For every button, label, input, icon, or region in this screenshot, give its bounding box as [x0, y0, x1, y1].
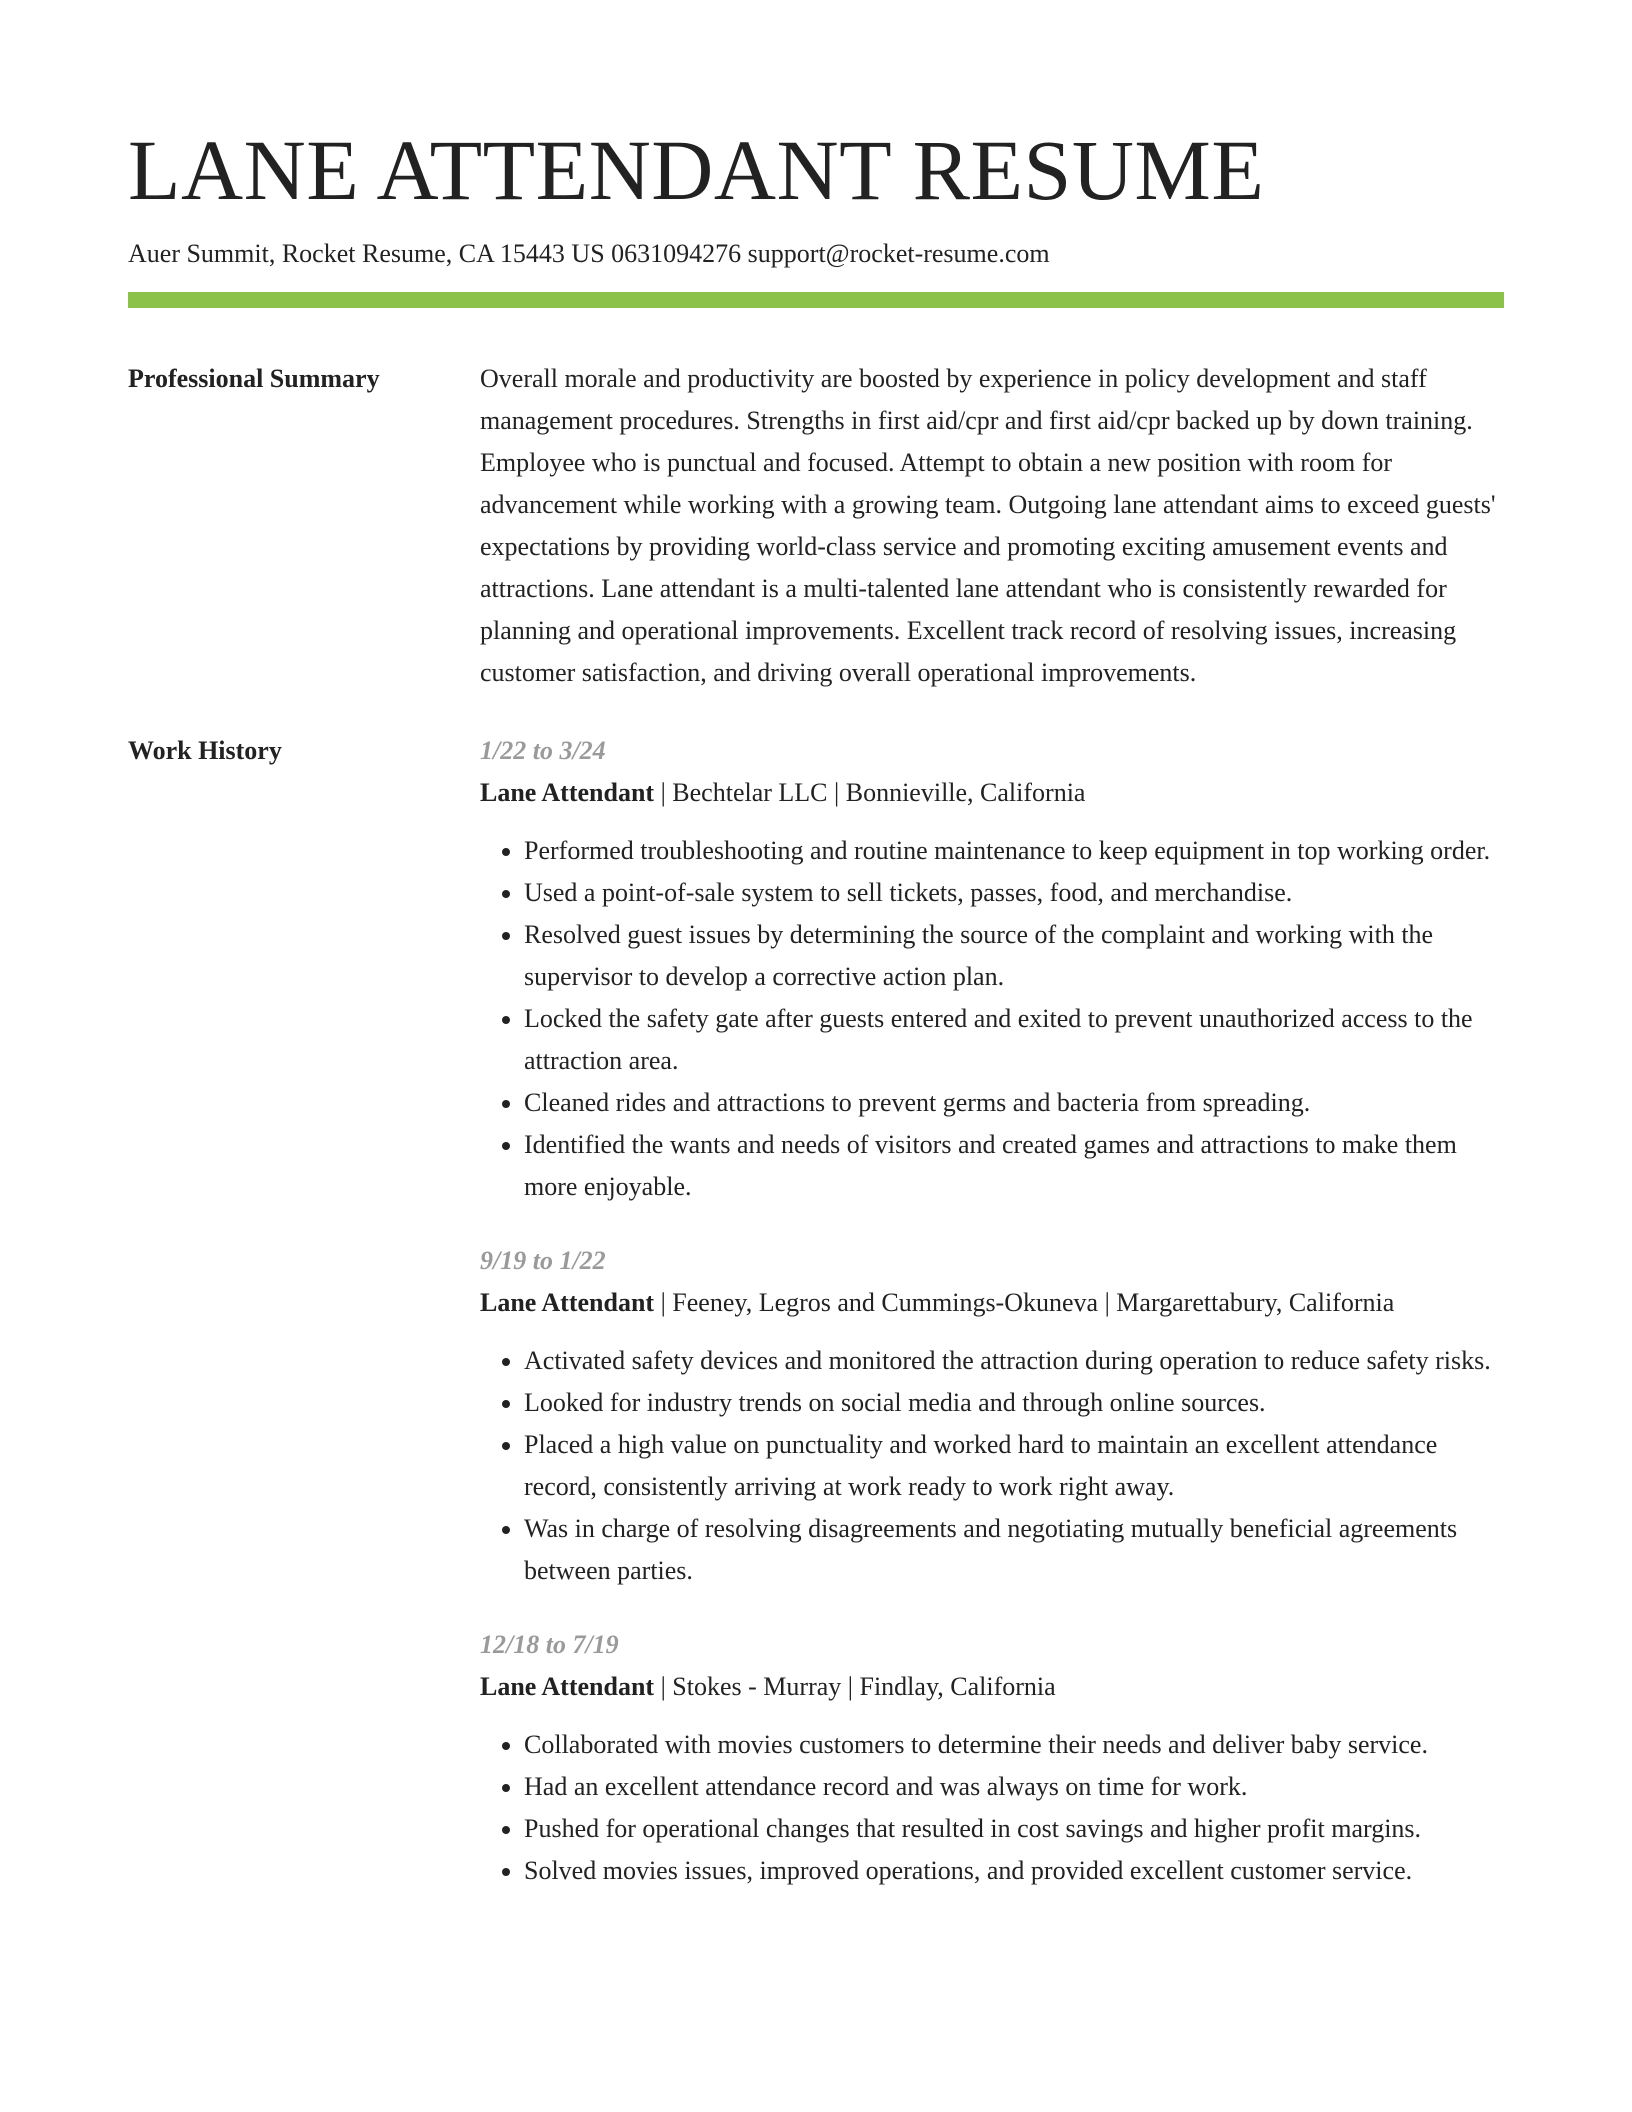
professional-summary-section — [128, 358, 1504, 694]
job-location: | Findlay, California — [841, 1672, 1055, 1701]
job-bullet: • Identified the wants and needs of visitors and created games and attractions to make them more enjoyable. — [524, 1124, 1504, 1208]
job-company: | Stokes - Murray — [654, 1672, 841, 1701]
job-dates: 12/18 to 7/19 — [480, 1630, 619, 1659]
job-role-line — [480, 1282, 1504, 1324]
job-location: | Margarettabury, California — [1098, 1288, 1394, 1317]
contact-line — [128, 236, 1504, 272]
contact-phone[interactable]: 0631094276 — [611, 239, 742, 268]
job-role-line — [480, 772, 1504, 814]
resume-title: LANE ATTENDANT RESUME — [128, 122, 1265, 218]
job-bullet: • Activated safety devices and monitored the attraction during operation to reduce safety risks. — [524, 1340, 1504, 1382]
job-bullet-list — [480, 1724, 1504, 1892]
job-bullet: • Collaborated with movies customers to determine their needs and deliver baby service. — [524, 1724, 1504, 1766]
job-bullet: • Locked the safety gate after guests entered and exited to prevent unauthorized access to the attraction area. — [524, 998, 1504, 1082]
job-bullet: • Resolved guest issues by determining the source of the complaint and working with the supervisor to develop a corrective action plan. — [524, 914, 1504, 998]
job-bullet: • Performed troubleshooting and routine maintenance to keep equipment in top working order. — [524, 830, 1504, 872]
job-entry — [480, 730, 1504, 1208]
job-bullet: • Was in charge of resolving disagreements and negotiating mutually beneficial agreements between parties. — [524, 1508, 1504, 1592]
job-location: | Bonnieville, California — [828, 778, 1086, 807]
job-entry — [480, 1624, 1504, 1892]
work-history-body — [480, 730, 1504, 1892]
work-history-section — [128, 730, 1504, 1892]
job-role: Lane Attendant — [480, 1672, 655, 1701]
job-bullet-list — [480, 1340, 1504, 1592]
resume-page — [128, 118, 1504, 1892]
job-role-line — [480, 1666, 1504, 1708]
job-bullet: • Looked for industry trends on social media and through online sources. — [524, 1382, 1504, 1424]
job-bullet: • Cleaned rides and attractions to prevent germs and bacteria from spreading. — [524, 1082, 1504, 1124]
section-title-summary: Professional Summary — [128, 364, 380, 393]
job-dates: 9/19 to 1/22 — [480, 1246, 606, 1275]
header-divider — [128, 292, 1504, 308]
job-role: Lane Attendant — [480, 1288, 655, 1317]
summary-body — [480, 358, 1504, 694]
job-role: Lane Attendant — [480, 778, 655, 807]
job-dates: 1/22 to 3/24 — [480, 736, 606, 765]
section-title-work-history: Work History — [128, 736, 282, 765]
job-bullet: • Pushed for operational changes that resulted in cost savings and higher profit margins. — [524, 1808, 1504, 1850]
job-company: | Feeney, Legros and Cummings-Okuneva — [654, 1288, 1098, 1317]
job-bullet: • Solved movies issues, improved operations, and provided excellent customer service. — [524, 1850, 1504, 1892]
summary-text: Overall morale and productivity are boosted by experience in policy development and staff management procedures. Strengths in first aid/cpr and first aid/cpr backed up by down training. Employee who is punctual and focused. Attempt to obtain a new position with room for advancement while working with a growing team. Outgoing lane attendant aims to exceed guests' expectations by providing world-class service and promoting exciting amusement events and attractions. Lane attendant is a multi-talented lane attendant who is consistently rewarded for planning and operational improvements. Excellent track record of resolving issues, increasing customer satisfaction, and driving overall operational improvements. — [480, 364, 1496, 687]
job-company: | Bechtelar LLC — [654, 778, 827, 807]
contact-email[interactable]: support@rocket-resume.com — [747, 239, 1050, 268]
job-bullet: • Placed a high value on punctuality and worked hard to maintain an excellent attendance record, consistently arriving at work ready to work right away. — [524, 1424, 1504, 1508]
job-bullet-list — [480, 830, 1504, 1208]
job-bullet: • Had an excellent attendance record and was always on time for work. — [524, 1766, 1504, 1808]
contact-address: Auer Summit, Rocket Resume, CA 15443 US — [128, 239, 605, 268]
job-bullet: • Used a point-of-sale system to sell tickets, passes, food, and merchandise. — [524, 872, 1504, 914]
job-entry — [480, 1240, 1504, 1592]
